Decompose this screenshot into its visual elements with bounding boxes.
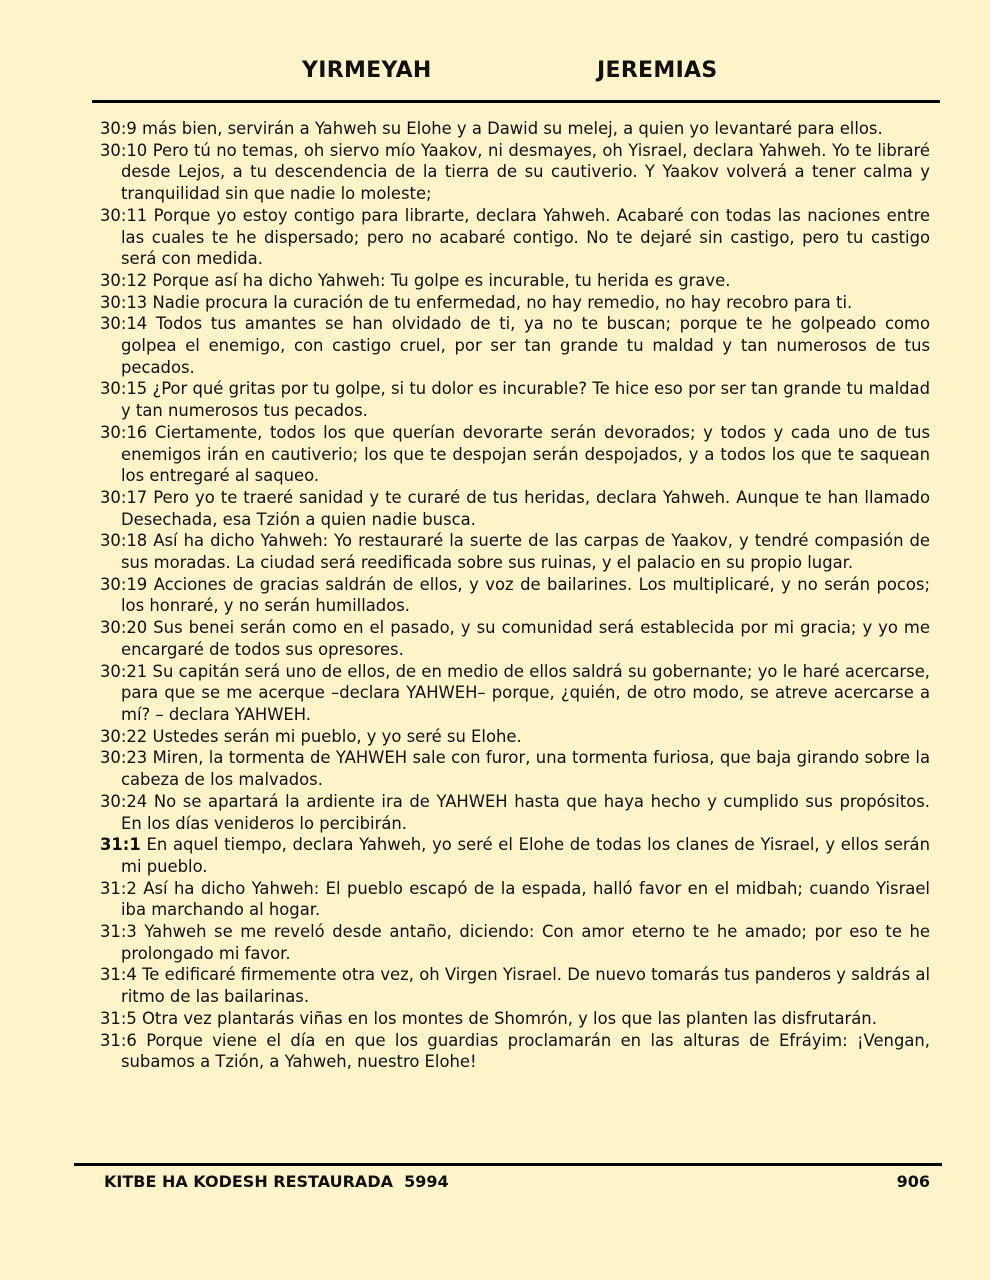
verse <box>100 205 930 270</box>
header-book-spanish: JEREMIAS <box>597 58 718 83</box>
verse-reference: 31:5 <box>100 1008 137 1028</box>
verse-reference: 30:14 <box>100 314 148 334</box>
verse-text: Miren, la tormenta de YAHWEH sale con furor, una tormenta furiosa, que baja girando sobre la cabeza de los malvados. <box>121 748 930 790</box>
verse <box>100 834 930 877</box>
verse-text: Porque viene el día en que los guardias proclamarán en las alturas de Efráyim: ¡Vengan, subamos a Tzión, a Yahweh, nuestro Elohe! <box>121 1030 930 1072</box>
verse-reference: 30:17 <box>100 487 148 507</box>
verse <box>100 422 930 487</box>
verse <box>100 964 930 1007</box>
verse-text: Acciones de gracias saldrán de ellos, y voz de bailarines. Los multiplicaré, y no serán pocos; los honraré, y no serán humillados. <box>121 574 930 616</box>
header-rule <box>92 100 940 103</box>
verse-text: Pero tú no temas, oh siervo mío Yaakov, ni desmayes, oh Yisrael, declara Yahweh. Yo te libraré desde Lejos, a tu descendencia de la tierra de su cautiverio. Y Yaakov volverá a tener calma y tranquilidad sin que nadie lo moleste; <box>121 140 930 204</box>
verse <box>100 1030 930 1073</box>
verse <box>100 747 930 790</box>
verse-text: Su capitán será uno de ellos, de en medio de ellos saldrá su gobernante; yo le haré acercarse, para que se me acerque –declara YAHWEH– porque, ¿quién, de otro modo, se atreve acercarse a mí? – declara YAHWEH. <box>121 661 930 724</box>
verse-text: Así ha dicho Yahweh: El pueblo escapó de la espada, halló favor en el midbah; cuando Yisrael iba marchando al hogar. <box>121 878 930 920</box>
verse-text: ¿Por qué gritas por tu golpe, si tu dolor es incurable? Te hice eso por ser tan grande tu maldad y tan numerosos tus pecados. <box>121 379 930 421</box>
verse <box>100 574 930 617</box>
verse-text: más bien, servirán a Yahweh su Elohe y a Dawid su melej, a quien yo levantaré para ellos. <box>142 119 883 138</box>
verse-reference: 31:2 <box>100 878 137 898</box>
verse-reference: 31:6 <box>100 1030 137 1050</box>
verse-reference: 31:4 <box>100 965 137 985</box>
verse-text: Nadie procura la curación de tu enfermedad, no hay remedio, no hay recobro para ti. <box>152 292 853 312</box>
footer-title: KITBE HA KODESH RESTAURADA 5994 <box>104 1172 449 1191</box>
verse-reference: 30:18 <box>100 531 148 551</box>
verse-text: Ciertamente, todos los que querían devorarte serán devorados; y todos y cada uno de tus enemigos irán en cautiverio; los que te despojan serán despojados, y a todos los que te saquean los entregaré al saqueo. <box>121 422 930 486</box>
verse-text: Porque así ha dicho Yahweh: Tu golpe es incurable, tu herida es grave. <box>152 270 731 290</box>
verse <box>100 1008 930 1030</box>
verse-text: Porque yo estoy contigo para librarte, declara Yahweh. Acabaré con todas las naciones entre las cuales te he dispersado; pero no acabaré contigo. No te dejaré sin castigo, pero tu castigo será con medida. <box>121 205 931 269</box>
verse-reference: 30:24 <box>100 791 148 811</box>
page-header <box>0 58 990 92</box>
footer-rule <box>74 1163 942 1166</box>
verse <box>100 487 930 530</box>
verse <box>100 292 930 314</box>
header-book-hebrew: YIRMEYAH <box>302 58 432 83</box>
verse-text: No se apartará la ardiente ira de YAHWEH hasta que haya hecho y cumplido sus propósitos. En los días venideros lo percibirán. <box>121 791 930 833</box>
verse-reference: 30:22 <box>100 726 148 746</box>
verse-reference: 30:9 <box>100 119 137 138</box>
verse <box>100 878 930 921</box>
verse <box>100 140 930 205</box>
verse <box>100 270 930 292</box>
verse-reference: 30:13 <box>100 292 148 312</box>
verse <box>100 118 930 140</box>
verse <box>100 617 930 660</box>
verse <box>100 791 930 834</box>
verse-reference: 31:3 <box>100 922 137 942</box>
verse-reference: 30:21 <box>100 661 148 681</box>
verse-text: Ustedes serán mi pueblo, y yo seré su Elohe. <box>152 726 522 746</box>
verse-reference: 30:12 <box>100 270 148 290</box>
verse-text: Sus benei serán como en el pasado, y su comunidad será establecida por mi gracia; y yo me encargaré de todos sus opresores. <box>121 618 930 659</box>
verse-text: Yahweh se me reveló desde antaño, diciendo: Con amor eterno te he amado; por eso te he prolongado mi favor. <box>121 922 930 963</box>
verse <box>100 921 930 964</box>
verse <box>100 313 930 378</box>
verse-text: En aquel tiempo, declara Yahweh, yo seré el Elohe de todas los clanes de Yisrael, y ellos serán mi pueblo. <box>121 835 930 876</box>
verse-reference: 30:19 <box>100 574 148 594</box>
verse-reference: 30:15 <box>100 379 148 399</box>
verse-reference: 30:23 <box>100 748 148 768</box>
verse-reference: 30:20 <box>100 618 148 638</box>
verse-text: Pero yo te traeré sanidad y te curaré de tus heridas, declara Yahweh. Aunque te han llamado Desechada, esa Tzión a quien nadie busca. <box>121 487 930 529</box>
verse <box>100 378 930 421</box>
verse-reference: 31:1 <box>100 835 141 855</box>
verse-reference: 30:11 <box>100 205 148 225</box>
verse-reference: 30:16 <box>100 422 148 442</box>
verse-list <box>100 118 930 1073</box>
verse-text: Te edificaré firmemente otra vez, oh Virgen Yisrael. De nuevo tomarás tus panderos y saldrás al ritmo de las bailarinas. <box>121 965 930 1007</box>
verse-text: Así ha dicho Yahweh: Yo restauraré la suerte de las carpas de Yaakov, y tendré compasión de sus moradas. La ciudad será reedificada sobre sus ruinas, y el palacio en su propio lugar. <box>121 531 930 573</box>
page-footer <box>0 1172 990 1196</box>
verse-text: Otra vez plantarás viñas en los montes de Shomrón, y los que las planten las disfrutarán. <box>142 1008 877 1028</box>
verse <box>100 661 930 726</box>
verse <box>100 530 930 573</box>
verse-text: Todos tus amantes se han olvidado de ti, ya no te buscan; porque te he golpeado como golpea el enemigo, con castigo cruel, por ser tan grande tu maldad y tan numerosos de tus pecados. <box>121 314 930 377</box>
verse-reference: 30:10 <box>100 140 148 160</box>
verse <box>100 726 930 748</box>
page-number: 906 <box>896 1172 930 1191</box>
